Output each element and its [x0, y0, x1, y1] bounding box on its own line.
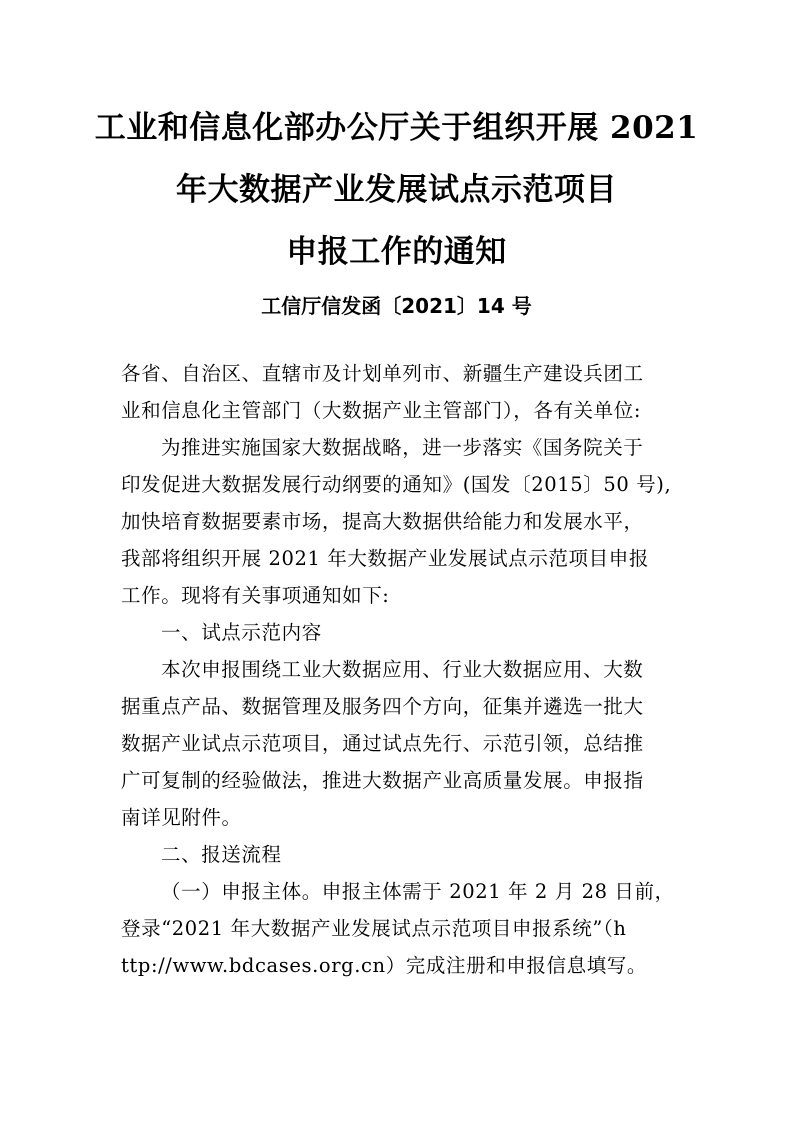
document-title-line-2: 年大数据产业发展试点示范项目 — [176, 172, 617, 208]
salutation-line-2: 业和信息化主管部门（大数据产业主管部门），各有关单位: — [121, 399, 642, 422]
paragraph-line: 工作。现将有关事项通知如下: — [121, 584, 390, 607]
paragraph-line: 我部将组织开展 2021 年大数据产业发展试点示范项目申报 — [121, 547, 649, 570]
document-title-line-1: 工业和信息化部办公厅关于组织开展 2021 — [94, 110, 699, 146]
paragraph-line: 广可复制的经验做法，推进大数据产业高质量发展。申报指 — [121, 769, 644, 792]
section-heading-2: 二、报送流程 — [161, 843, 282, 866]
paragraph-line: 登录“2021 年大数据产业发展试点示范项目申报系统”（h — [121, 917, 627, 940]
document-number: 工信厅信发函〔2021〕14 号 — [261, 294, 532, 318]
paragraph-line: 为推进实施国家大数据战略，进一步落实《国务院关于 — [161, 436, 644, 459]
paragraph-line: ttp://www.bdcases.org.cn）完成注册和申报信息填写。 — [121, 954, 648, 977]
section-heading-1: 一、试点示范内容 — [161, 621, 322, 644]
paragraph-line: 本次申报围绕工业大数据应用、行业大数据应用、大数 — [161, 658, 644, 681]
paragraph-line: 南详见附件。 — [121, 806, 242, 829]
paragraph-line: 数据产业试点示范项目，通过试点先行、示范引领，总结推 — [121, 732, 644, 755]
paragraph-line: 据重点产品、数据管理及服务四个方向，征集并遴选一批大 — [121, 695, 644, 718]
salutation-line-1: 各省、自治区、直辖市及计划单列市、新疆生产建设兵团工 — [121, 362, 644, 385]
document-title-line-3: 申报工作的通知 — [286, 234, 507, 270]
paragraph-line: 加快培育数据要素市场，提高大数据供给能力和发展水平， — [121, 510, 644, 533]
paragraph-line: 印发促进大数据发展行动纲要的通知》(国发〔2015〕50 号), — [121, 473, 672, 496]
paragraph-line: （一）申报主体。申报主体需于 2021 年 2 月 28 日前， — [161, 880, 675, 903]
